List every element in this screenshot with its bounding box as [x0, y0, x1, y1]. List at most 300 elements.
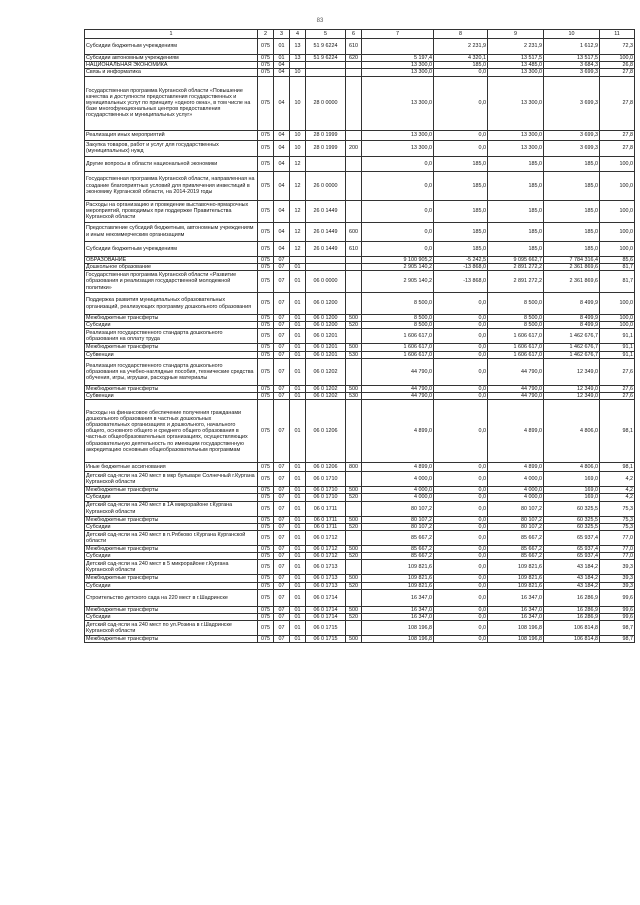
cell-row-label: Другие вопросы в области национальной экономики — [85, 156, 258, 171]
cell-row-label: Субсидии — [85, 494, 258, 501]
cell-row-label: Субсидии — [85, 553, 258, 560]
cell-target-article: 06 0 1714 — [306, 589, 346, 606]
cell-changes: 185,0 — [434, 171, 488, 200]
cell-approved-plan: 80 107,2 — [362, 501, 434, 516]
cell-changes: 0,0 — [434, 400, 488, 463]
cell-approved-plan: 4 000,0 — [362, 487, 434, 494]
cell-target-article: 06 0 1713 — [306, 560, 346, 575]
cell-subsection: 01 — [290, 344, 306, 351]
cell-row-label: Реализация иных мероприятий — [85, 130, 258, 140]
cell-section: 07 — [274, 575, 290, 582]
cell-approved-plan: 44 790,0 — [362, 358, 434, 385]
cell-section: 07 — [274, 487, 290, 494]
cell-target-article: 06 0 1201 — [306, 329, 346, 344]
cell-percent: 100,0 — [600, 171, 635, 200]
cell-target-article: 06 0 1715 — [306, 621, 346, 636]
cell-expense-type — [346, 62, 362, 69]
cell-executed: 185,0 — [544, 156, 600, 171]
cell-refined-plan: 16 347,0 — [488, 606, 544, 613]
cell-subsection: 01 — [290, 553, 306, 560]
cell-percent: 91,1 — [600, 351, 635, 358]
col-header: 8 — [434, 30, 488, 39]
table-row — [85, 487, 635, 494]
cell-refined-plan: 108 196,8 — [488, 636, 544, 643]
cell-percent: 99,6 — [600, 606, 635, 613]
cell-approved-plan: 0,0 — [362, 222, 434, 241]
cell-chapter: 075 — [258, 575, 274, 582]
cell-chapter: 075 — [258, 76, 274, 130]
cell-refined-plan: 13 517,5 — [488, 55, 544, 62]
cell-percent: 100,0 — [600, 156, 635, 171]
cell-target-article: 06 0 1710 — [306, 472, 346, 487]
cell-subsection: 01 — [290, 523, 306, 530]
cell-target-article: 06 0 1713 — [306, 575, 346, 582]
cell-expense-type: 520 — [346, 494, 362, 501]
cell-percent: 75,3 — [600, 516, 635, 523]
cell-percent: 4,2 — [600, 494, 635, 501]
table-row — [85, 358, 635, 385]
cell-subsection: 01 — [290, 494, 306, 501]
cell-target-article: 26 0 1449 — [306, 241, 346, 256]
cell-refined-plan: 8 500,0 — [488, 322, 544, 329]
cell-changes: 0,0 — [434, 560, 488, 575]
cell-chapter: 075 — [258, 393, 274, 400]
cell-subsection: 01 — [290, 400, 306, 463]
cell-changes: 0,0 — [434, 501, 488, 516]
cell-executed: 12 349,0 — [544, 385, 600, 392]
cell-changes: 0,0 — [434, 329, 488, 344]
cell-approved-plan: 16 347,0 — [362, 589, 434, 606]
cell-section: 07 — [274, 531, 290, 546]
cell-chapter: 075 — [258, 62, 274, 69]
table-row — [85, 589, 635, 606]
cell-changes: 0,0 — [434, 344, 488, 351]
cell-refined-plan: 44 790,0 — [488, 358, 544, 385]
cell-refined-plan: 185,0 — [488, 222, 544, 241]
cell-approved-plan: 5 197,4 — [362, 55, 434, 62]
cell-subsection: 01 — [290, 621, 306, 636]
cell-percent: 27,6 — [600, 393, 635, 400]
cell-approved-plan — [362, 39, 434, 55]
table-row — [85, 271, 635, 293]
cell-row-label: Поддержка развития муниципальных образовательных организаций, реализующих программу дошкольного образования — [85, 293, 258, 315]
cell-executed: 3 684,3 — [544, 62, 600, 69]
cell-expense-type — [346, 171, 362, 200]
cell-percent: 4,2 — [600, 487, 635, 494]
cell-expense-type — [346, 256, 362, 263]
cell-executed: 3 699,3 — [544, 130, 600, 140]
cell-refined-plan: 85 667,2 — [488, 546, 544, 553]
cell-executed: 3 699,3 — [544, 69, 600, 76]
cell-refined-plan: 9 095 662,7 — [488, 256, 544, 263]
cell-chapter: 075 — [258, 200, 274, 222]
cell-chapter: 075 — [258, 385, 274, 392]
cell-chapter: 075 — [258, 472, 274, 487]
cell-percent: 100,0 — [600, 322, 635, 329]
cell-section: 04 — [274, 241, 290, 256]
cell-subsection: 10 — [290, 69, 306, 76]
cell-subsection: 01 — [290, 546, 306, 553]
cell-row-label: Субсидии — [85, 523, 258, 530]
cell-expense-type — [346, 271, 362, 293]
cell-approved-plan: 85 667,2 — [362, 553, 434, 560]
table-row — [85, 531, 635, 546]
cell-chapter: 075 — [258, 606, 274, 613]
table-row — [85, 140, 635, 156]
cell-expense-type — [346, 69, 362, 76]
cell-executed: 8 499,9 — [544, 293, 600, 315]
cell-target-article: 06 0 1711 — [306, 501, 346, 516]
cell-expense-type — [346, 76, 362, 130]
cell-executed: 13 517,5 — [544, 55, 600, 62]
cell-executed: 2 361 869,6 — [544, 263, 600, 270]
cell-chapter: 075 — [258, 156, 274, 171]
cell-expense-type: 520 — [346, 523, 362, 530]
cell-subsection: 01 — [290, 516, 306, 523]
col-header: 3 — [274, 30, 290, 39]
col-header: 10 — [544, 30, 600, 39]
cell-approved-plan: 80 107,2 — [362, 523, 434, 530]
cell-executed: 16 286,9 — [544, 589, 600, 606]
cell-percent: 99,6 — [600, 589, 635, 606]
cell-executed: 12 349,0 — [544, 358, 600, 385]
cell-target-article: 28 0 0000 — [306, 76, 346, 130]
cell-section: 04 — [274, 76, 290, 130]
cell-chapter: 075 — [258, 516, 274, 523]
cell-row-label: Субсидии — [85, 614, 258, 621]
cell-chapter: 075 — [258, 582, 274, 589]
cell-row-label: Строительство детского сада на 220 мест в г.Шадринске — [85, 589, 258, 606]
cell-target-article: 06 0 0000 — [306, 271, 346, 293]
cell-section: 07 — [274, 344, 290, 351]
table-row — [85, 472, 635, 487]
cell-chapter: 075 — [258, 271, 274, 293]
cell-changes: 0,0 — [434, 130, 488, 140]
cell-approved-plan: 8 500,0 — [362, 315, 434, 322]
cell-section: 07 — [274, 293, 290, 315]
cell-section: 07 — [274, 606, 290, 613]
cell-row-label: Межбюджетные трансферты — [85, 575, 258, 582]
cell-approved-plan: 13 300,0 — [362, 69, 434, 76]
cell-changes: 0,0 — [434, 393, 488, 400]
cell-percent: 72,3 — [600, 39, 635, 55]
table-row — [85, 621, 635, 636]
cell-executed: 65 937,4 — [544, 546, 600, 553]
cell-section: 04 — [274, 62, 290, 69]
cell-refined-plan: 8 500,0 — [488, 293, 544, 315]
cell-refined-plan: 185,0 — [488, 171, 544, 200]
table-body — [85, 30, 635, 643]
cell-refined-plan: 2 891 272,2 — [488, 263, 544, 270]
cell-expense-type: 500 — [346, 606, 362, 613]
cell-changes: 0,0 — [434, 531, 488, 546]
cell-approved-plan: 13 300,0 — [362, 130, 434, 140]
cell-subsection: 01 — [290, 560, 306, 575]
cell-percent: 26,8 — [600, 62, 635, 69]
cell-section: 01 — [274, 55, 290, 62]
cell-approved-plan: 44 790,0 — [362, 385, 434, 392]
cell-expense-type: 610 — [346, 241, 362, 256]
cell-expense-type: 500 — [346, 487, 362, 494]
cell-refined-plan: 4 899,0 — [488, 463, 544, 472]
cell-target-article: 06 0 1712 — [306, 531, 346, 546]
cell-expense-type — [346, 293, 362, 315]
cell-refined-plan: 108 196,8 — [488, 621, 544, 636]
cell-percent: 75,3 — [600, 523, 635, 530]
cell-percent: 100,0 — [600, 222, 635, 241]
cell-executed: 43 184,2 — [544, 582, 600, 589]
cell-changes: 185,0 — [434, 200, 488, 222]
table-row — [85, 400, 635, 463]
cell-refined-plan: 185,0 — [488, 241, 544, 256]
cell-refined-plan: 80 107,2 — [488, 523, 544, 530]
cell-section: 07 — [274, 589, 290, 606]
cell-subsection: 12 — [290, 241, 306, 256]
cell-approved-plan: 0,0 — [362, 156, 434, 171]
cell-executed: 106 814,8 — [544, 636, 600, 643]
cell-target-article: 06 0 1710 — [306, 494, 346, 501]
cell-changes: 0,0 — [434, 351, 488, 358]
budget-table — [84, 29, 635, 643]
cell-approved-plan: 8 500,0 — [362, 322, 434, 329]
table-row — [85, 385, 635, 392]
cell-chapter: 075 — [258, 400, 274, 463]
cell-row-label: Субвенции — [85, 393, 258, 400]
cell-section: 07 — [274, 494, 290, 501]
cell-section: 07 — [274, 351, 290, 358]
cell-target-article: 06 0 1206 — [306, 463, 346, 472]
cell-approved-plan: 13 300,0 — [362, 62, 434, 69]
cell-approved-plan: 1 606 617,0 — [362, 351, 434, 358]
cell-percent: 100,0 — [600, 293, 635, 315]
cell-refined-plan: 2 231,9 — [488, 39, 544, 55]
table-row — [85, 130, 635, 140]
cell-percent: 27,8 — [600, 130, 635, 140]
cell-target-article: 06 0 1712 — [306, 546, 346, 553]
cell-refined-plan: 109 821,6 — [488, 582, 544, 589]
cell-target-article: 06 0 1200 — [306, 293, 346, 315]
table-row — [85, 546, 635, 553]
cell-chapter: 075 — [258, 560, 274, 575]
cell-row-label: НАЦИОНАЛЬНАЯ ЭКОНОМИКА — [85, 62, 258, 69]
cell-row-label: Закупка товаров, работ и услуг для государственных (муниципальных) нужд — [85, 140, 258, 156]
cell-percent: 100,0 — [600, 200, 635, 222]
cell-approved-plan: 2 905 140,2 — [362, 263, 434, 270]
cell-row-label: Межбюджетные трансферты — [85, 487, 258, 494]
cell-chapter: 075 — [258, 315, 274, 322]
cell-row-label: Государственная программа Курганской области, направленная на создание благоприятных условий для привлечения инвестиций в экономику Курганской области, на 2014-2019 годы — [85, 171, 258, 200]
cell-expense-type — [346, 531, 362, 546]
cell-changes: 0,0 — [434, 575, 488, 582]
cell-approved-plan: 80 107,2 — [362, 516, 434, 523]
cell-refined-plan: 185,0 — [488, 156, 544, 171]
cell-percent: 39,3 — [600, 582, 635, 589]
cell-target-article: 06 0 1202 — [306, 385, 346, 392]
cell-executed: 2 361 869,6 — [544, 271, 600, 293]
cell-row-label: Детский сад-ясли на 240 мест в п.Рябково г.Кургана Курганской области — [85, 531, 258, 546]
cell-subsection: 10 — [290, 140, 306, 156]
table-row — [85, 156, 635, 171]
cell-executed: 7 784 316,4 — [544, 256, 600, 263]
cell-changes: 0,0 — [434, 582, 488, 589]
cell-approved-plan: 4 899,0 — [362, 463, 434, 472]
table-row — [85, 76, 635, 130]
cell-section: 07 — [274, 472, 290, 487]
cell-section: 07 — [274, 315, 290, 322]
cell-chapter: 075 — [258, 523, 274, 530]
cell-approved-plan: 109 821,6 — [362, 582, 434, 589]
cell-expense-type: 610 — [346, 39, 362, 55]
table-row — [85, 241, 635, 256]
table-row — [85, 606, 635, 613]
cell-percent: 77,0 — [600, 531, 635, 546]
cell-executed: 185,0 — [544, 171, 600, 200]
cell-changes: 0,0 — [434, 621, 488, 636]
cell-subsection: 13 — [290, 39, 306, 55]
cell-target-article: 06 0 1201 — [306, 344, 346, 351]
cell-expense-type — [346, 400, 362, 463]
cell-expense-type: 520 — [346, 582, 362, 589]
cell-executed: 12 349,0 — [544, 393, 600, 400]
cell-subsection: 10 — [290, 76, 306, 130]
cell-percent: 81,7 — [600, 263, 635, 270]
cell-chapter: 075 — [258, 140, 274, 156]
cell-changes: 2 231,9 — [434, 39, 488, 55]
cell-expense-type — [346, 200, 362, 222]
cell-approved-plan: 9 100 905,2 — [362, 256, 434, 263]
cell-target-article: 06 0 1710 — [306, 487, 346, 494]
cell-section: 04 — [274, 140, 290, 156]
table-row — [85, 263, 635, 270]
cell-row-label: ОБРАЗОВАНИЕ — [85, 256, 258, 263]
col-header: 5 — [306, 30, 346, 39]
table-row — [85, 582, 635, 589]
cell-percent: 39,3 — [600, 560, 635, 575]
cell-chapter: 075 — [258, 636, 274, 643]
cell-expense-type — [346, 589, 362, 606]
cell-changes: 185,0 — [434, 62, 488, 69]
cell-subsection: 01 — [290, 487, 306, 494]
cell-approved-plan: 2 905 140,2 — [362, 271, 434, 293]
cell-changes: 0,0 — [434, 315, 488, 322]
table-row — [85, 322, 635, 329]
cell-refined-plan: 4 000,0 — [488, 494, 544, 501]
cell-expense-type: 500 — [346, 315, 362, 322]
cell-section: 07 — [274, 523, 290, 530]
cell-chapter: 075 — [258, 293, 274, 315]
cell-target-article: 26 0 0000 — [306, 171, 346, 200]
cell-target-article — [306, 263, 346, 270]
cell-section: 07 — [274, 385, 290, 392]
cell-subsection: 01 — [290, 271, 306, 293]
cell-target-article: 06 0 1715 — [306, 636, 346, 643]
cell-percent: 27,8 — [600, 69, 635, 76]
table-row — [85, 636, 635, 643]
cell-changes: -5 242,5 — [434, 256, 488, 263]
cell-approved-plan: 108 196,8 — [362, 636, 434, 643]
cell-subsection — [290, 62, 306, 69]
table-row — [85, 575, 635, 582]
table-row — [85, 344, 635, 351]
cell-percent: 98,1 — [600, 400, 635, 463]
cell-approved-plan: 4 000,0 — [362, 494, 434, 501]
table-row — [85, 614, 635, 621]
cell-subsection — [290, 256, 306, 263]
cell-subsection: 01 — [290, 606, 306, 613]
cell-executed: 3 699,3 — [544, 140, 600, 156]
page-number: 83 — [316, 18, 324, 24]
cell-chapter: 075 — [258, 241, 274, 256]
cell-section: 07 — [274, 614, 290, 621]
cell-row-label: Детский сад-ясли на 240 мест по ул.Розина в г.Шадринске Курганской области — [85, 621, 258, 636]
cell-approved-plan: 13 300,0 — [362, 140, 434, 156]
cell-refined-plan: 1 606 617,0 — [488, 351, 544, 358]
cell-refined-plan: 13 300,0 — [488, 76, 544, 130]
cell-refined-plan: 16 347,0 — [488, 589, 544, 606]
cell-target-article — [306, 156, 346, 171]
cell-expense-type: 200 — [346, 140, 362, 156]
cell-approved-plan: 16 347,0 — [362, 614, 434, 621]
cell-refined-plan: 13 300,0 — [488, 69, 544, 76]
cell-chapter: 075 — [258, 546, 274, 553]
cell-refined-plan: 13 300,0 — [488, 130, 544, 140]
cell-row-label: Межбюджетные трансферты — [85, 546, 258, 553]
cell-row-label: Субсидии — [85, 582, 258, 589]
cell-subsection: 01 — [290, 393, 306, 400]
cell-executed: 185,0 — [544, 241, 600, 256]
table-row — [85, 55, 635, 62]
cell-changes: 185,0 — [434, 241, 488, 256]
cell-percent: 27,6 — [600, 385, 635, 392]
cell-target-article: 26 0 1449 — [306, 222, 346, 241]
cell-expense-type: 500 — [346, 575, 362, 582]
cell-expense-type: 500 — [346, 636, 362, 643]
cell-changes: 0,0 — [434, 614, 488, 621]
cell-percent: 91,1 — [600, 329, 635, 344]
cell-expense-type: 530 — [346, 351, 362, 358]
cell-row-label: Межбюджетные трансферты — [85, 385, 258, 392]
cell-target-article: 06 0 1200 — [306, 315, 346, 322]
table-row — [85, 256, 635, 263]
cell-subsection: 12 — [290, 200, 306, 222]
cell-approved-plan: 1 606 617,0 — [362, 344, 434, 351]
cell-target-article: 06 0 1712 — [306, 553, 346, 560]
cell-percent: 98,1 — [600, 463, 635, 472]
cell-expense-type — [346, 501, 362, 516]
cell-executed: 43 184,2 — [544, 575, 600, 582]
cell-changes: 0,0 — [434, 358, 488, 385]
cell-chapter: 075 — [258, 344, 274, 351]
cell-changes: 0,0 — [434, 546, 488, 553]
cell-executed: 60 325,5 — [544, 523, 600, 530]
cell-refined-plan: 13 485,0 — [488, 62, 544, 69]
cell-executed: 60 325,5 — [544, 516, 600, 523]
cell-subsection: 01 — [290, 589, 306, 606]
table-row — [85, 69, 635, 76]
cell-percent: 91,1 — [600, 344, 635, 351]
table-row — [85, 329, 635, 344]
cell-percent: 77,0 — [600, 546, 635, 553]
cell-expense-type — [346, 329, 362, 344]
cell-percent: 85,6 — [600, 256, 635, 263]
cell-approved-plan: 44 790,0 — [362, 393, 434, 400]
cell-executed: 4 806,0 — [544, 463, 600, 472]
cell-changes: 0,0 — [434, 606, 488, 613]
cell-subsection: 01 — [290, 322, 306, 329]
cell-percent: 39,3 — [600, 575, 635, 582]
cell-approved-plan: 0,0 — [362, 241, 434, 256]
cell-subsection: 13 — [290, 55, 306, 62]
